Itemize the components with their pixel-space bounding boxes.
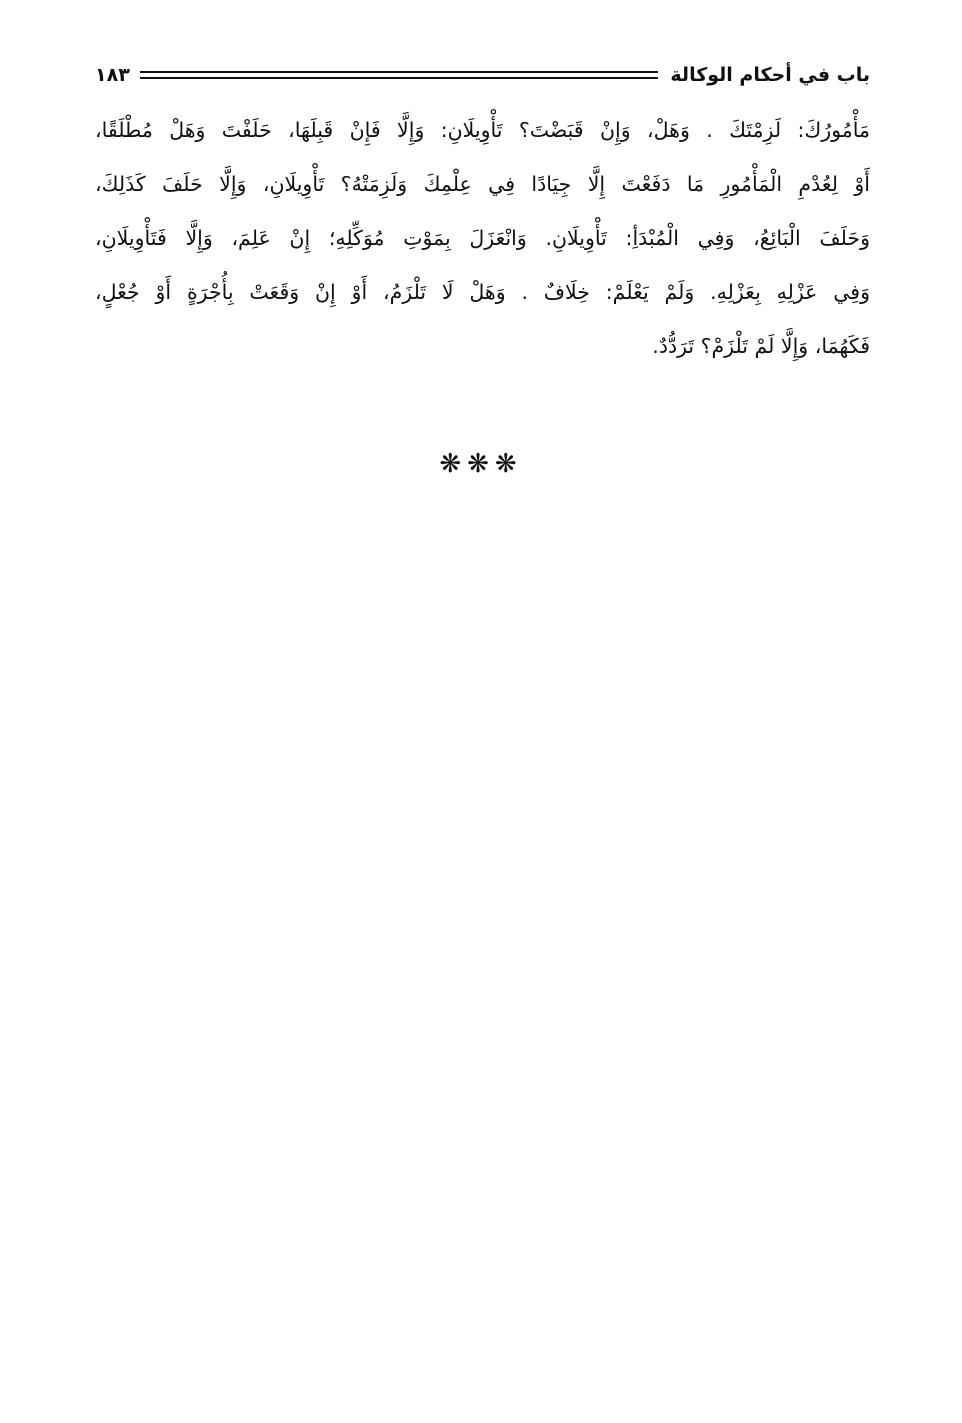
- text-line: أَوْ لِعُدْمِ الْمَأْمُورِ مَا دَفَعْتَ إِلَّا جِيَادًا فِي عِلْمِكَ وَلَزِمَتْهُ؟ تَأْوِيلَانِ، وَإِلَّا حَلَفَ كَذَلِكَ،: [95, 172, 870, 196]
- running-header: [95, 58, 870, 92]
- section-separator: ❋❋❋: [439, 449, 523, 479]
- header-rule: [140, 71, 659, 79]
- text-line: مَأْمُورُكَ: لَزِمْتَكَ . وَهَلْ، وَإِنْ قَبَضْتَ؟ تَأْوِيلَانِ: وَإِلَّا فَإِنْ قَبِلَهَا، حَلَفْتَ وَهَلْ مُطْلَقًا،: [95, 118, 870, 142]
- page-number: ١٨٣: [95, 64, 130, 86]
- section-title: باب في أحكام الوكالة: [670, 64, 870, 86]
- text-line: وَحَلَفَ الْبَائِعُ، وَفِي الْمُبْدَأِ: تَأْوِيلَانِ. وَانْعَزَلَ بِمَوْتِ مُوَكِّلِهِ؛ إِنْ عَلِمَ، وَإِلَّا فَتَأْوِيلَانِ،: [95, 226, 870, 250]
- body-text: [95, 103, 870, 373]
- text-line: فَكَهُمَا، وَإِلَّا لَمْ تَلْزَمْ؟ تَرَدُّدٌ.: [652, 334, 870, 358]
- text-line: وَفِي عَزْلِهِ بِعَزْلِهِ. وَلَمْ يَعْلَمْ: خِلَافٌ . وَهَلْ لَا تَلْزَمُ، أَوْ إِنْ وَقَعَتْ بِأُجْرَةٍ أَوْ جُعْلٍ،: [95, 280, 870, 304]
